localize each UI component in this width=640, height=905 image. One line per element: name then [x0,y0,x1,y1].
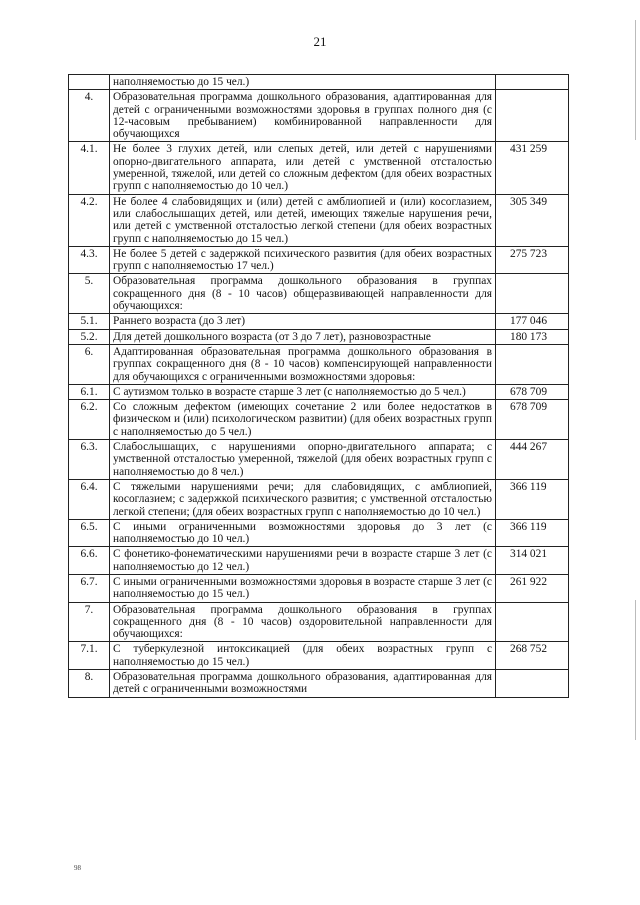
table-row [69,642,569,670]
row-description: Образовательная программа дошкольного образования в группах сокращенного дня (8 - 10 часов) общеразвивающей направленности для обучающихся: [110,274,496,314]
table-row [69,329,569,344]
table-row [69,602,569,642]
row-number: 6. [69,344,110,384]
row-description: С тяжелыми нарушениями речи; для слабовидящих, с амблиопией, косоглазием; с задержкой психического развития; с умственной отсталостью легкой степени; (для обеих возрастных групп с наполняемостью до 10 чел.) [110,479,496,519]
row-description: С туберкулезной интоксикацией (для обеих возрастных групп с наполняемостью до 15 чел.) [110,642,496,670]
row-value: 366 119 [496,519,569,547]
row-description: С фонетико-фонематическими нарушениями речи в возрасте старше 3 лет (с наполняемостью до 12 чел.) [110,547,496,575]
row-description: Не более 5 детей с задержкой психического развития (для обеих возрастных групп с наполняемостью 17 чел.) [110,246,496,274]
row-number: 6.3. [69,440,110,480]
row-value: 366 119 [496,479,569,519]
table-row [69,194,569,246]
row-description: Не более 3 глухих детей, или слепых детей, или детей с нарушениями опорно-двигательного аппарата, или детей с умственной отсталостью умеренной, тяжелой, или детей со сложным дефектом (для обеих возрастных групп с наполняемостью до 10 чел.) [110,142,496,194]
row-value: 275 723 [496,246,569,274]
row-value: 261 922 [496,574,569,602]
table-row [69,90,569,142]
table-row [69,400,569,440]
table-body [69,75,569,698]
row-value: 177 046 [496,314,569,329]
table-row [69,479,569,519]
row-description: Слабослышащих, с нарушениями опорно-двигательного аппарата; с умственной отсталостью умеренной, тяжелой (для обеих возрастных групп с наполняемостью до 8 чел.) [110,440,496,480]
row-number: 5.1. [69,314,110,329]
table-row [69,574,569,602]
row-value [496,602,569,642]
row-value: 431 259 [496,142,569,194]
row-number: 4. [69,90,110,142]
row-description: Со сложным дефектом (имеющих сочетание 2 или более недостатков в физическом и (или) психологическом развитии) (для обеих возрастных групп с наполняемостью до 5 чел.) [110,400,496,440]
table-row [69,519,569,547]
row-number: 5. [69,274,110,314]
scan-edge-mark [635,20,636,140]
row-value [496,670,569,698]
row-description: наполняемостью до 15 чел.) [110,75,496,90]
row-description: Образовательная программа дошкольного образования, адаптированная для детей с ограниченными возможностями здоровья в группах полного дня (с 12-часовым пребыванием) комбинированной направленности для обучающихся [110,90,496,142]
footer-mark: 98 [74,864,81,872]
row-number: 4.3. [69,246,110,274]
row-description: С иными ограниченными возможностями здоровья в возрасте старше 3 лет (с наполняемостью до 15 чел.) [110,574,496,602]
row-number: 6.1. [69,384,110,399]
table-row [69,384,569,399]
row-number: 7. [69,602,110,642]
row-number: 8. [69,670,110,698]
table-row [69,670,569,698]
row-value [496,75,569,90]
row-number: 6.5. [69,519,110,547]
row-description: Раннего возраста (до 3 лет) [110,314,496,329]
table-row [69,246,569,274]
row-number: 6.2. [69,400,110,440]
row-value: 678 709 [496,384,569,399]
row-number [69,75,110,90]
table-row [69,440,569,480]
table-row [69,75,569,90]
row-value [496,274,569,314]
row-description: Для детей дошкольного возраста (от 3 до 7 лет), разновозрастные [110,329,496,344]
row-number: 5.2. [69,329,110,344]
tariff-table [68,74,569,698]
row-value: 305 349 [496,194,569,246]
row-value [496,90,569,142]
row-number: 6.6. [69,547,110,575]
table-row [69,314,569,329]
row-number: 6.7. [69,574,110,602]
row-value: 314 021 [496,547,569,575]
page-number: 21 [313,34,327,49]
scan-edge-mark [635,600,636,740]
row-number: 7.1. [69,642,110,670]
row-description: Образовательная программа дошкольного образования в группах сокращенного дня (8 - 10 часов) оздоровительной направленности для обучающихся: [110,602,496,642]
row-number: 4.2. [69,194,110,246]
row-description: Образовательная программа дошкольного образования, адаптированная для детей с ограниченными возможностями [110,670,496,698]
row-value [496,344,569,384]
row-description: С аутизмом только в возрасте старше 3 лет (с наполняемостью до 5 чел.) [110,384,496,399]
row-value: 678 709 [496,400,569,440]
table-row [69,547,569,575]
row-description: Адаптированная образовательная программа дошкольного образования в группах сокращенного дня (8 - 10 часов) компенсирующей направленности для обучающихся с ограниченными возможностями здоровья: [110,344,496,384]
row-description: С иными ограниченными возможностями здоровья до 3 лет (с наполняемостью до 10 чел.) [110,519,496,547]
row-value: 268 752 [496,642,569,670]
table-row [69,142,569,194]
row-value: 180 173 [496,329,569,344]
table-row [69,344,569,384]
row-number: 6.4. [69,479,110,519]
row-number: 4.1. [69,142,110,194]
row-description: Не более 4 слабовидящих и (или) детей с амблиопией и (или) косоглазием, или слабослышащих детей, или детей, имеющих тяжелые нарушения речи, или детей с умственной отсталостью легкой степени (для обеих возрастных групп с наполняемостью до 15 чел.) [110,194,496,246]
table-row [69,274,569,314]
row-value: 444 267 [496,440,569,480]
